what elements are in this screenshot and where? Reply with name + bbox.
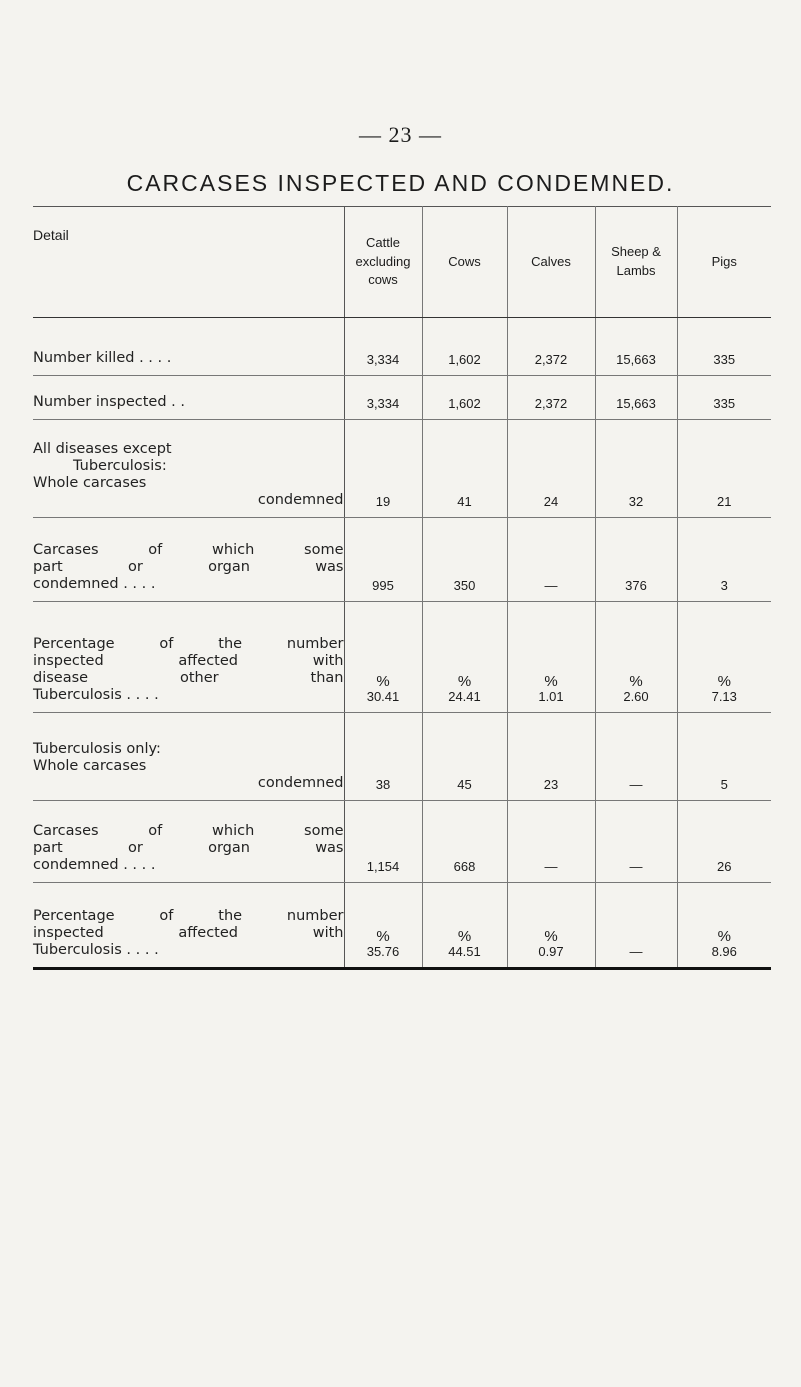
cell-value: 24.41 [448,689,481,704]
cell-value: 3 [720,578,728,593]
cell-value: 1,602 [448,352,481,367]
cell-cows [422,318,507,376]
percent-sign: % [376,928,390,945]
row-label-line: condemned . . . . [33,857,156,873]
cell-cattle [344,518,422,602]
table-row [33,518,771,602]
cell-sheep [595,602,677,713]
cell-cattle [344,420,422,518]
carcases-table [33,206,771,970]
cell-cattle [344,713,422,801]
cell-cattle [344,883,422,969]
cell-cattle [344,602,422,713]
cell-cows [422,376,507,420]
row-label-line: Tuberculosis . . . . [33,942,159,958]
cell-value: 21 [717,494,732,509]
table-row [33,420,771,518]
row-label-line: Percentage of the number [33,908,344,924]
row-label-line: Tuberculosis: [73,458,167,474]
cell-pigs [677,518,771,602]
cell-value: 2.60 [623,689,649,704]
row-label-line: Number inspected . . [33,394,185,410]
cell-value: 35.76 [366,944,400,959]
cell-value: 3,334 [366,352,400,367]
row-label [33,602,344,713]
header-sheep [595,207,677,318]
cell-value: 2,372 [534,396,568,411]
cell-pigs [677,420,771,518]
row-label [33,713,344,801]
row-label-line: Tuberculosis only: [33,741,161,757]
table-row [33,801,771,883]
cell-value: 23 [543,777,559,792]
cell-value: — [544,859,558,874]
header-pigs: Pigs [677,207,771,318]
row-label-line: Whole carcases [33,758,147,774]
table-row [33,713,771,801]
row-label-line: condemned [257,492,344,508]
cell-cows [422,801,507,883]
header-cattle [344,207,422,318]
row-label-line: part or organ was [33,559,344,575]
cell-cows [422,713,507,801]
cell-value: 376 [625,578,647,593]
cell-value: 0.97 [538,944,564,959]
cell-pigs [677,376,771,420]
cell-sheep [595,376,677,420]
cell-calves [507,883,595,969]
header-sheep-line-2: Lambs [616,263,656,278]
cell-value: 41 [457,494,472,509]
cell-value: 995 [372,578,394,593]
cell-value: 1.01 [538,689,564,704]
table-row [33,376,771,420]
cell-value: — [629,777,643,792]
cell-pigs [677,883,771,969]
cell-calves [507,376,595,420]
cell-value: 350 [453,578,476,593]
cell-value: — [629,859,643,874]
cell-calves [507,420,595,518]
row-label-line: inspected affected with [33,653,344,669]
row-label-line: Number killed . . . . [33,350,172,366]
cell-value: 24 [543,494,559,509]
cell-value: 1,602 [448,396,481,411]
cell-value: — [544,578,558,593]
header-cattle-line-1: Cattle [366,234,400,250]
header-detail: Detail [33,207,344,318]
cell-cows [422,602,507,713]
header-cows: Cows [422,207,507,318]
cell-sheep [595,883,677,969]
percent-sign: % [544,673,558,690]
row-label-line: All diseases except [33,441,172,457]
cell-value: 44.51 [448,944,481,959]
table-row [33,602,771,713]
percent-sign: % [544,928,558,945]
cell-value: 15,663 [616,352,656,367]
cell-calves [507,713,595,801]
row-label-line: part or organ was [33,840,344,856]
cell-value: 335 [713,396,736,411]
page-number: — 23 — [359,122,442,147]
cell-value: 668 [453,859,476,874]
cell-sheep [595,518,677,602]
percent-sign: % [376,673,390,690]
cell-value: 7.13 [711,689,737,704]
cell-value: 32 [628,494,644,509]
header-calves: Calves [507,207,595,318]
row-label-line: condemned . . . . [33,576,156,592]
cell-sheep [595,713,677,801]
row-label [33,518,344,602]
cell-cows [422,518,507,602]
header-sheep-line-1: Sheep & [611,244,661,260]
cell-value: 5 [720,777,728,792]
row-label [33,883,344,969]
percent-sign: % [457,673,472,690]
carcases-table-container [33,206,771,970]
cell-sheep [595,420,677,518]
row-label-line: Tuberculosis . . . . [33,687,159,703]
cell-value: 1,154 [366,859,400,874]
row-label-line: condemned [257,775,344,791]
cell-value: 19 [375,494,391,509]
header-cattle-line-2: excluding [355,253,411,269]
cell-pigs [677,713,771,801]
cell-value: 15,663 [616,396,656,411]
cell-value: 2,372 [534,352,568,367]
cell-value: 335 [713,352,736,367]
row-label-line: Carcases of which some [33,823,344,839]
row-label-line: Whole carcases [33,475,147,491]
cell-pigs [677,318,771,376]
row-label [33,801,344,883]
row-label-line: Percentage of the number [33,636,344,652]
row-label [33,420,344,518]
header-row [33,207,771,318]
cell-cattle [344,801,422,883]
cell-value: 38 [375,777,391,792]
cell-value: — [629,944,643,959]
cell-pigs [677,801,771,883]
cell-pigs [677,602,771,713]
cell-value: 45 [457,777,472,792]
cell-value: 30.41 [366,689,400,704]
cell-sheep [595,801,677,883]
cell-value: 3,334 [366,396,400,411]
cell-cows [422,883,507,969]
percent-sign: % [457,928,472,945]
percent-sign: % [717,673,731,690]
row-label-line: disease other than [33,670,344,686]
table-row [33,318,771,376]
cell-cattle [344,318,422,376]
row-label [33,318,344,376]
cell-calves [507,518,595,602]
percent-sign: % [717,928,731,945]
percent-sign: % [629,673,643,690]
cell-value: 8.96 [711,944,737,959]
cell-cows [422,420,507,518]
cell-calves [507,602,595,713]
cell-calves [507,801,595,883]
table-row [33,883,771,969]
cell-sheep [595,318,677,376]
table-body [33,318,771,969]
cell-calves [507,318,595,376]
cell-cattle [344,376,422,420]
cell-value: 26 [717,859,732,874]
row-label-line: Carcases of which some [33,542,344,558]
row-label-line: inspected affected with [33,925,344,941]
page-title: CARCASES INSPECTED AND CONDEMNED. [126,170,675,196]
row-label [33,376,344,420]
header-cattle-line-3: cows [368,272,398,288]
